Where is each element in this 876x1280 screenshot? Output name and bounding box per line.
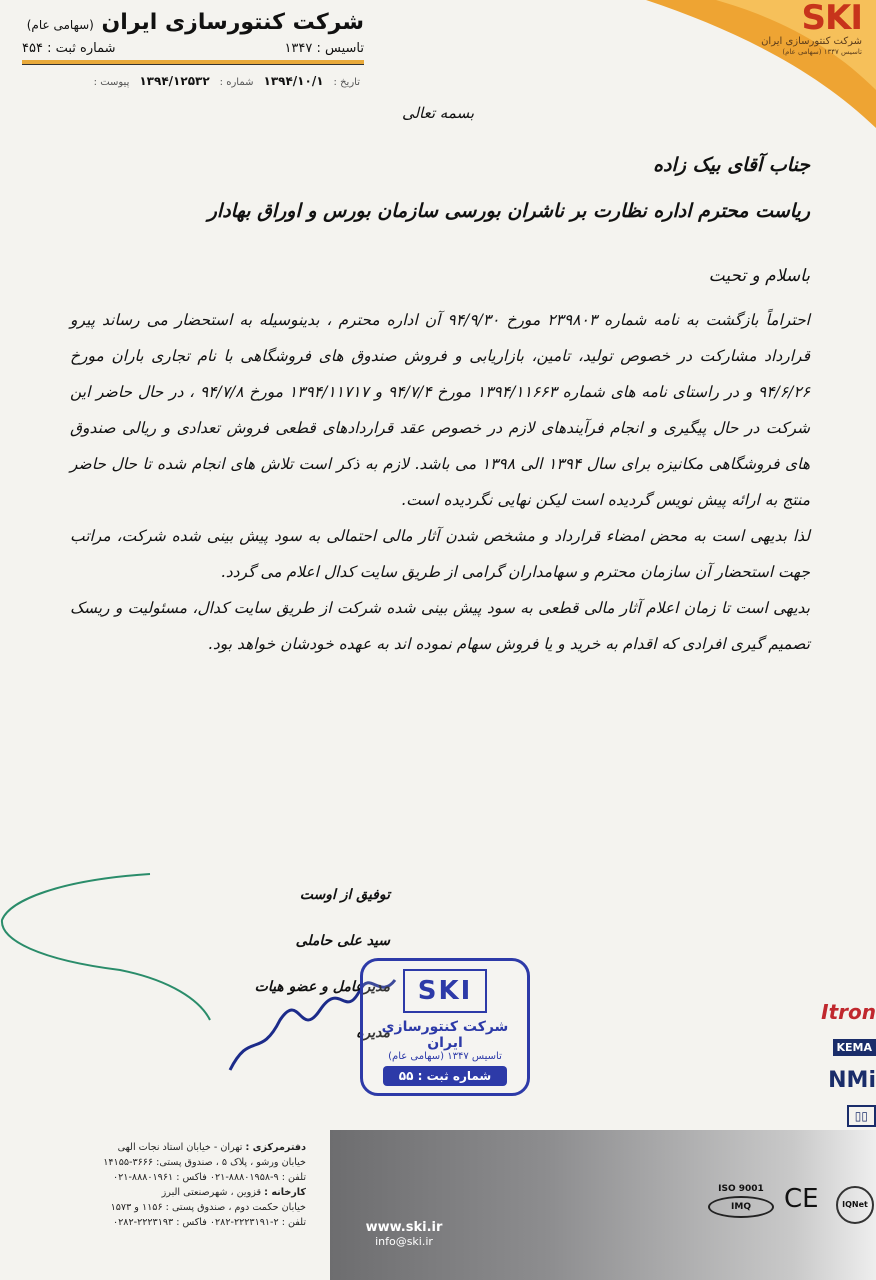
greeting: باسلام و تحیت — [708, 266, 810, 286]
company-info-row — [22, 40, 364, 58]
imq-logo: IMQ — [708, 1196, 774, 1218]
website-text: www.ski.ir — [365, 1220, 443, 1235]
letter-meta — [60, 74, 360, 88]
stamp-founded-text: تاسیس ۱۳۴۷ — [447, 1051, 502, 1062]
iso-label: ISO 9001 — [718, 1184, 764, 1194]
paragraph-3: بدیهی است تا زمان اعلام آثار مالی قطعی به سود پیش بینی شده شرکت از طریق سایت کدال، مسئولیت و ریسک تصمیم گیری افرادی که اقدام به خرید و یا فروش سهام نموده اند به عهده خودشان خواهد بود. — [70, 599, 810, 653]
company-name: شرکت کنتورسازی ایران — [101, 10, 364, 35]
office-label: دفترمرکزی : — [245, 1142, 306, 1153]
header-rule — [22, 60, 364, 65]
factory-line-2: خیابان حکمت دوم ، صندوق پستی : ۱۱۵۶ و ۱۵۷۳ — [110, 1202, 306, 1213]
stamp-founded — [363, 1051, 527, 1062]
letter-body — [70, 150, 810, 662]
number-value: ۱۳۹۴/۱۲۵۳۲ — [139, 74, 210, 88]
paragraph-2: لذا بدیهی است به محض امضاء قرارداد و مشخص شدن آثار مالی احتمالی به سود پیش بینی شده شرکت، مراتب جهت استحضار آن سازمان محترم و سهامداران گرامی از طریق سایت کدال اعلام می گردد. — [70, 527, 810, 581]
closing-text: توفیق از اوست — [299, 887, 390, 903]
certification-badge-icon: ▯▯ — [847, 1105, 876, 1127]
footer-address — [16, 1140, 306, 1230]
company-logo — [746, 0, 862, 64]
paragraph-1: احتراماً بازگشت به نامه شماره ۲۳۹۸۰۳ مورخ ۹۴/۹/۳۰ آن اداره محترم ، بدینوسیله به استحضار می رساند پیرو قرارداد مشارکت در خصوص تولید، تامین، بازاریابی و فروش صندوق های فروشگاهی با نام تجاری باران مورخ ۹۴/۶/۲۶ و در راستای نامه های شماره ۱۳۹۴/۱۱۶۶۳ مورخ ۹۴/۷/۴ و ۱۳۹۴/۱۱۷۱۷ مورخ ۹۴/۷/۸ ، در حال حاضر این شرکت در حال پیگیری و انجام فرآیندهای لازم در خصوص عقد قراردادهای قطعی فروش تعدادی و ریالی صندوق های فروشگاهی مکانیزه برای سال ۱۳۹۴ الی ۱۳۹۸ می باشد. لازم به ذکر است تلاش های انجام شده تا حال حاضر منتج به ارائه پیش نویس گردیده است لیکن نهایی نگردیده است. — [70, 311, 810, 509]
logo-subtext: تاسیس ۱۳۴۷ (سهامی عام) — [782, 48, 862, 56]
nmi-logo: NMi — [828, 1068, 876, 1093]
date-value: ۱۳۹۴/۱۰/۱ — [263, 74, 324, 88]
bismillah: بسمه تعالی — [401, 104, 475, 122]
office-line-2: خیابان ورشو ، پلاک ۵ ، صندوق پستی: ۳۶۶۶-۱۴۱۵۵ — [103, 1157, 306, 1168]
factory-line-3: تلفن : ۲-۲۲۲۳۱۹۱-۰۲۸۲ فاکس : ۲۲۲۳۱۹۳-۰۲۸۲ — [112, 1217, 306, 1228]
date-label: تاریخ : — [333, 77, 360, 88]
factory-text-1: قزوین ، شهرصنعتی البرز — [161, 1187, 262, 1198]
letterhead — [22, 8, 364, 65]
attachment-label: پیوست : — [93, 77, 130, 88]
recipient-title: ریاست محترم اداره نظارت بر ناشران بورسی سازمان بورس و اوراق بهادار — [207, 200, 810, 222]
company-name-line — [22, 8, 364, 40]
logo-company-name: شرکت کنتورسازی ایران — [761, 36, 862, 47]
stamp-registration: شماره ثبت : ۵۵ — [383, 1066, 507, 1086]
office-line-1 — [16, 1140, 306, 1155]
signer-title: مدیرعامل و عضو هیات مدیره — [254, 979, 390, 1041]
office-text-1: تهران - خیابان استاد نجات الهی — [117, 1142, 243, 1153]
company-stamp — [360, 958, 530, 1096]
stamp-company-name: شرکت کنتورسازی ایران — [381, 1019, 509, 1051]
ce-mark: CE — [784, 1184, 819, 1214]
signer-name: سید علی حاملی — [295, 933, 390, 949]
registration-text: شماره ثبت : ۴۵۴ — [22, 41, 116, 56]
stamp-type: (سهامی عام) — [388, 1051, 445, 1062]
company-type: (سهامی عام) — [26, 18, 94, 32]
footer-web — [344, 1220, 464, 1248]
iqnet-logo: IQNet — [836, 1186, 874, 1224]
certification-logos — [816, 1000, 876, 1139]
kema-logo: KEMA — [833, 1039, 876, 1056]
number-label: شماره : — [219, 77, 254, 88]
founded-text: تاسیس : ۱۳۴۷ — [284, 41, 364, 56]
factory-label: کارخانه : — [264, 1187, 306, 1198]
meta-line — [60, 74, 360, 88]
iso-logo — [706, 1184, 776, 1218]
email-text: info@ski.ir — [375, 1235, 433, 1248]
stamp-logo: SKI — [403, 969, 487, 1013]
factory-line-1 — [16, 1185, 306, 1200]
recipient: جناب آقای بیک زاده — [653, 154, 810, 176]
office-line-3: تلفن : ۹-۸۸۸۰۱۹۵۸-۰۲۱ فاکس : ۸۸۸۰۱۹۶۱-۰۲۱ — [112, 1172, 306, 1183]
ski-logo-mark: SKI — [801, 0, 862, 38]
itron-logo: Itron — [821, 1000, 876, 1024]
